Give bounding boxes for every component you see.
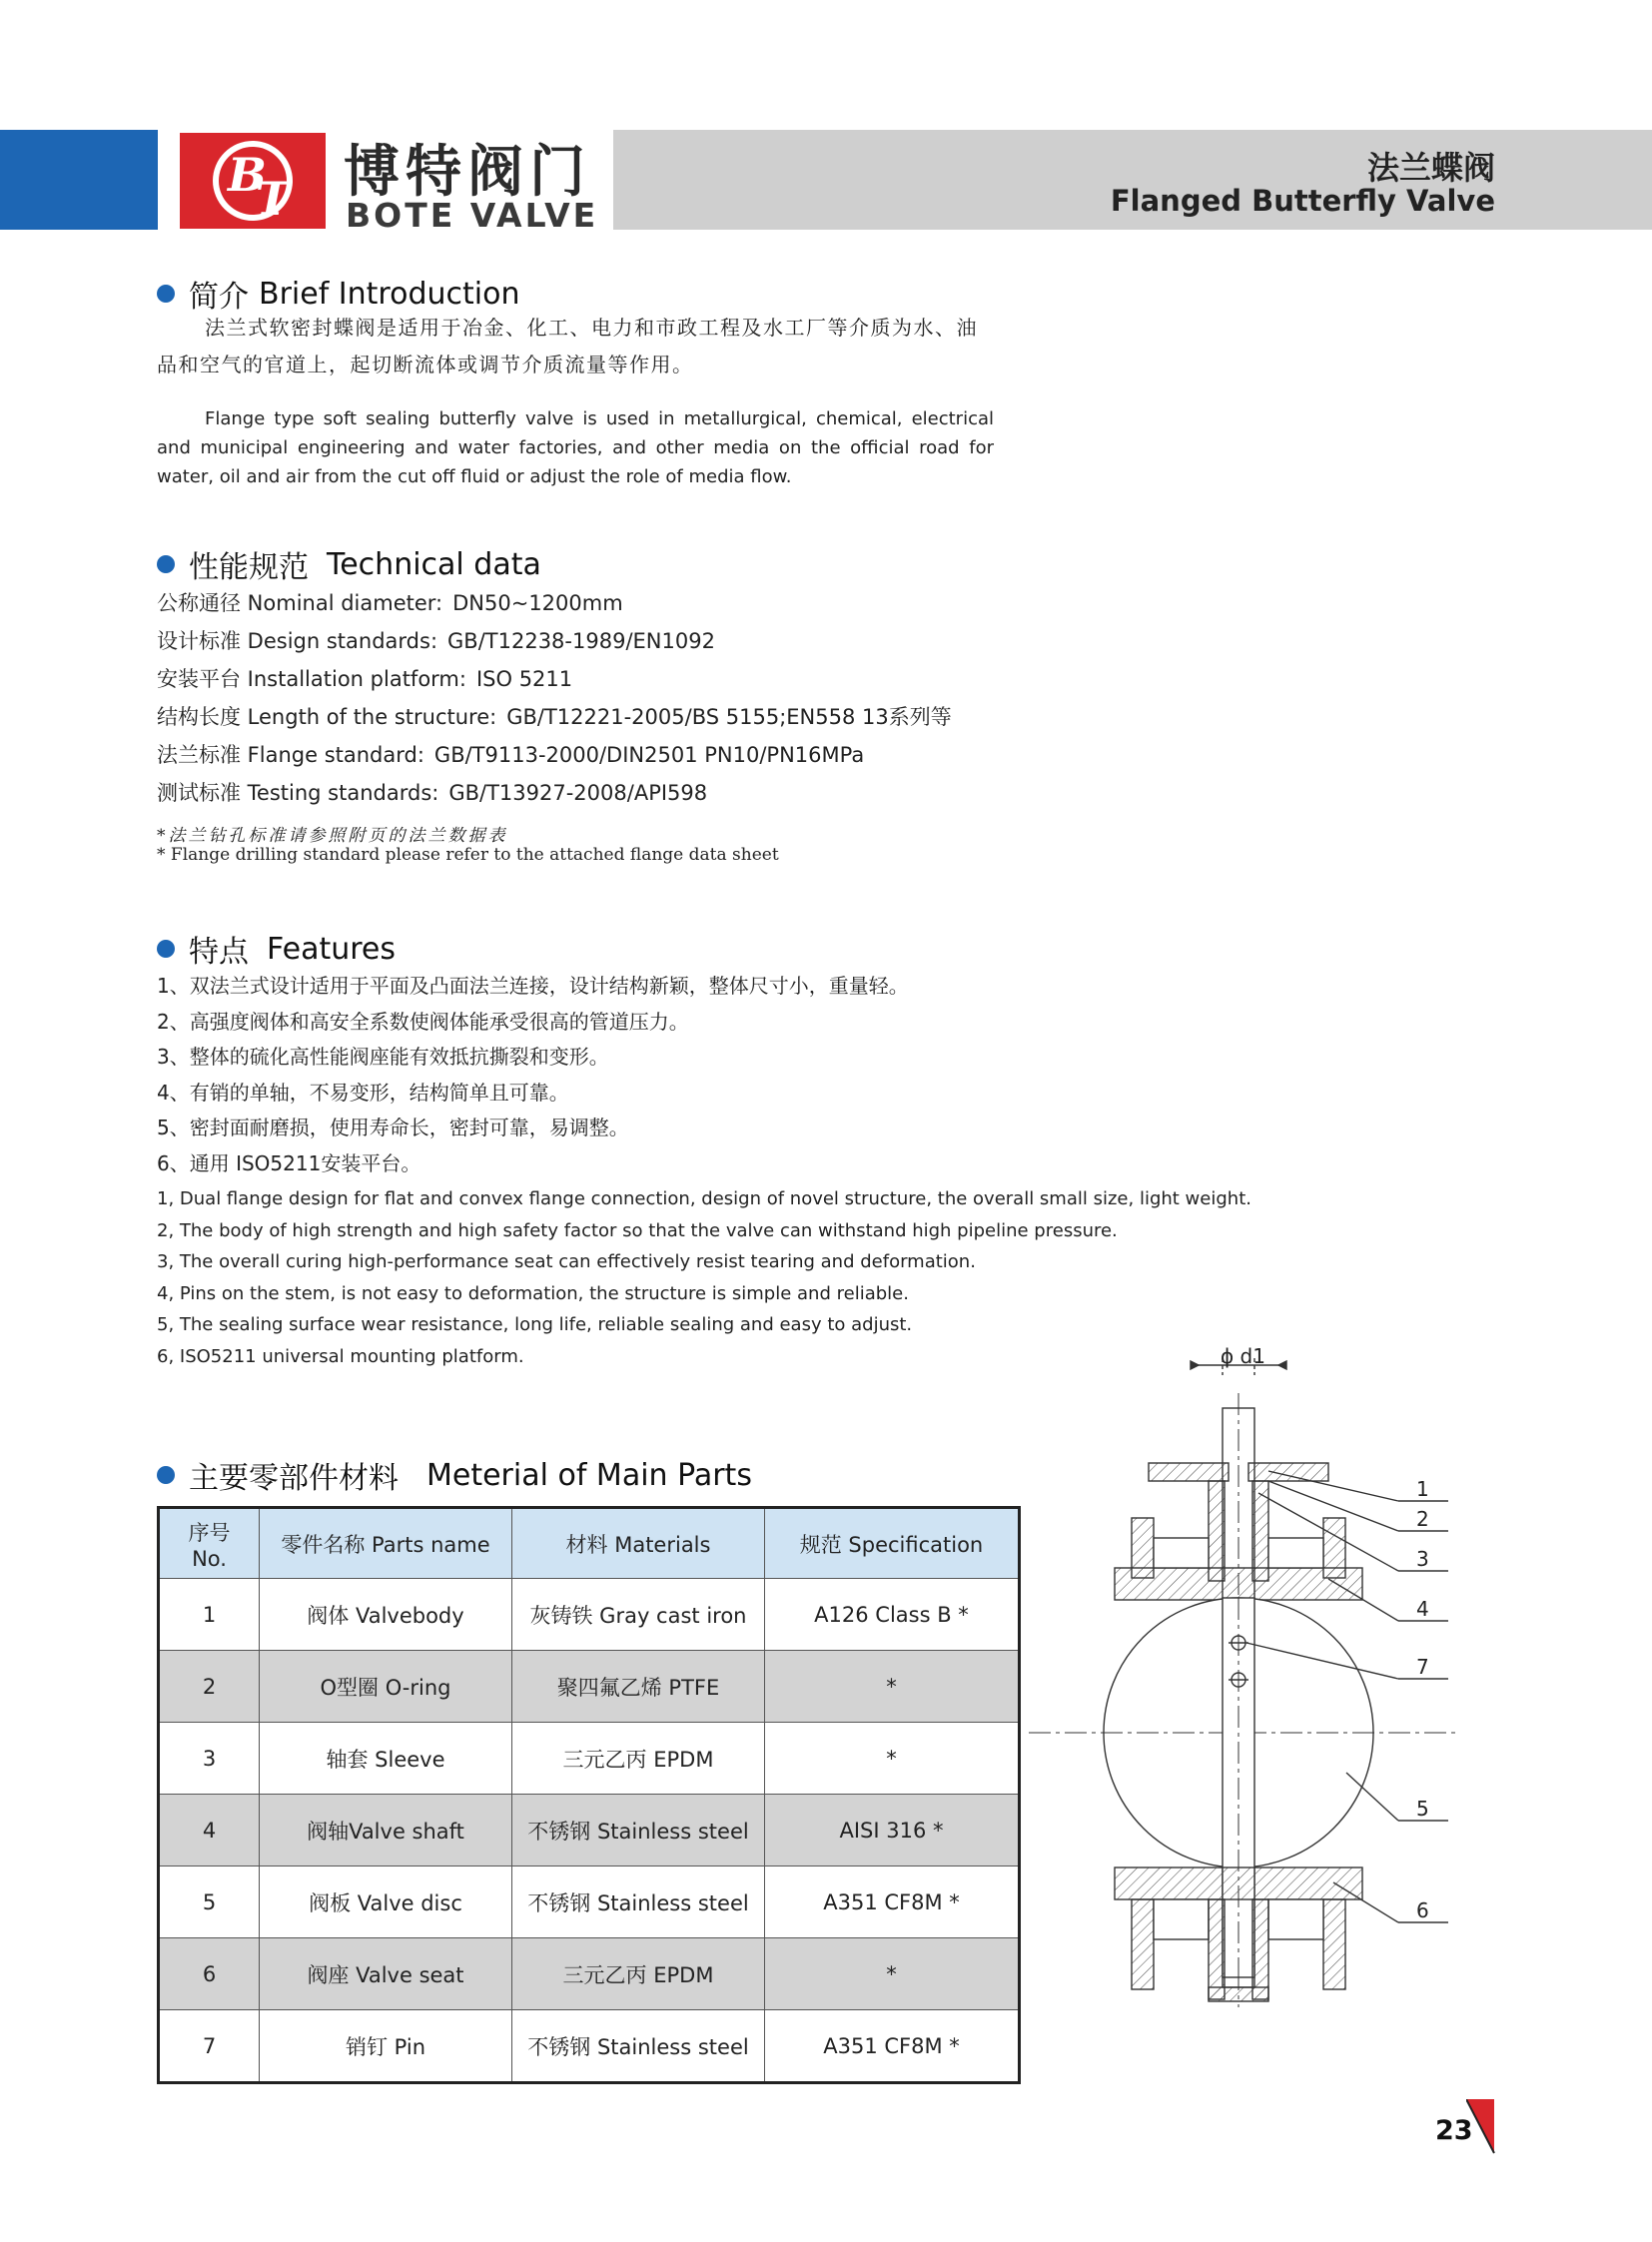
svg-text:T: T bbox=[256, 172, 291, 226]
bt-logo-icon bbox=[180, 133, 326, 229]
cell-no: 2 bbox=[159, 1651, 260, 1723]
tech-line-design: 设计标准 Design standards: GB/T12238-1989/EN1092 bbox=[157, 629, 715, 653]
callout-5: 5 bbox=[1416, 1797, 1429, 1821]
cell-name: 轴套 Sleeve bbox=[260, 1723, 512, 1795]
tech-line-length: 结构长度 Length of the structure: GB/T12221-2005/BS 5155;EN558 13系列等 bbox=[157, 705, 952, 729]
page-corner-icon bbox=[1466, 2099, 1496, 2155]
cell-spec: A351 CF8M * bbox=[765, 2010, 1020, 2083]
table-row bbox=[159, 1938, 1020, 2010]
feature-item-cn: 4、有销的单轴，不易变形，结构简单且可靠。 bbox=[157, 1080, 569, 1105]
cell-no: 3 bbox=[159, 1723, 260, 1795]
flange-note-cn: *法兰钻孔标准请参照附页的法兰数据表 bbox=[157, 826, 508, 846]
tech-line-diameter: 公称通径 Nominal diameter: DN50~1200mm bbox=[157, 591, 623, 615]
cell-no: 1 bbox=[159, 1579, 260, 1651]
table-row bbox=[159, 1723, 1020, 1795]
cell-material: 灰铸铁 Gray cast iron bbox=[512, 1579, 765, 1651]
cell-material: 不锈钢 Stainless steel bbox=[512, 1867, 765, 1938]
features-heading-cn: 特点 bbox=[189, 935, 249, 970]
cell-name: 阀体 Valvebody bbox=[260, 1579, 512, 1651]
valve-section-diagram bbox=[1029, 1343, 1488, 2022]
cell-material: 三元乙丙 EPDM bbox=[512, 1938, 765, 2010]
callout-4: 4 bbox=[1416, 1597, 1429, 1621]
parts-heading-en: Meterial of Main Parts bbox=[426, 1457, 752, 1493]
cell-no: 6 bbox=[159, 1938, 260, 2010]
cell-material: 不锈钢 Stainless steel bbox=[512, 1795, 765, 1867]
cell-name: 阀轴Valve shaft bbox=[260, 1795, 512, 1867]
features-heading bbox=[157, 927, 396, 971]
cell-spec: * bbox=[765, 1938, 1020, 2010]
header-blue-block bbox=[0, 130, 158, 230]
cell-no: 7 bbox=[159, 2010, 260, 2083]
cell-no: 5 bbox=[159, 1867, 260, 1938]
cell-no: 4 bbox=[159, 1795, 260, 1867]
tech-line-platform: 安装平台 Installation platform: ISO 5211 bbox=[157, 667, 573, 691]
page-number: 23 bbox=[1435, 2115, 1473, 2146]
brand-name-cn: 博特阀门 bbox=[344, 140, 591, 205]
cell-material: 不锈钢 Stainless steel bbox=[512, 2010, 765, 2083]
callout-3: 3 bbox=[1416, 1547, 1429, 1571]
brand-logo bbox=[180, 133, 326, 229]
intro-text-en: Flange type soft sealing butterfly valve is used in metallurgical, chemical, electrical and municipal engineering and water factories, and other media on the official road for water, oil and air from the cut off fluid or adjust the role of media flow. bbox=[157, 408, 994, 487]
cell-spec: AISI 316 * bbox=[765, 1795, 1020, 1867]
flange-note-en: * Flange drilling standard please refer to the attached flange data sheet bbox=[157, 845, 779, 865]
col-header-no: 序号 No. bbox=[159, 1508, 260, 1579]
cell-spec: A126 Class B * bbox=[765, 1579, 1020, 1651]
bullet-dot-icon bbox=[157, 1466, 175, 1484]
cell-material: 三元乙丙 EPDM bbox=[512, 1723, 765, 1795]
parts-heading bbox=[157, 1453, 752, 1497]
feature-item-en: 6, ISO5211 universal mounting platform. bbox=[157, 1345, 524, 1367]
page-title-cn: 法兰蝶阀 bbox=[1366, 149, 1495, 187]
callout-1: 1 bbox=[1416, 1477, 1429, 1501]
intro-heading-cn: 简介 bbox=[189, 280, 249, 315]
page-title-en: Flanged Butterfly Valve bbox=[1110, 184, 1495, 218]
svg-text:B: B bbox=[228, 148, 267, 202]
intro-text-cn: 法兰式软密封蝶阀是适用于冶金、化工、电力和市政工程及水工厂等介质为水、油品和空气的官道上，起切断流体或调节介质流量等作用。 bbox=[157, 316, 978, 376]
feature-item-en: 5, The sealing surface wear resistance, long life, reliable sealing and easy to adjust. bbox=[157, 1314, 913, 1335]
brand-name-en: BOTE VALVE bbox=[346, 196, 599, 235]
col-header-material: 材料 Materials bbox=[512, 1508, 765, 1579]
intro-heading-en: Brief Introduction bbox=[259, 276, 520, 312]
bullet-dot-icon bbox=[157, 285, 175, 303]
feature-item-en: 1, Dual flange design for flat and convex flange connection, design of novel structure, the overall small size, light weight. bbox=[157, 1188, 1251, 1209]
feature-item-cn: 6、通用 ISO5211安装平台。 bbox=[157, 1150, 421, 1175]
dim-d1-label: ϕ d1 bbox=[1221, 1344, 1265, 1368]
cell-spec: A351 CF8M * bbox=[765, 1867, 1020, 1938]
col-header-name: 零件名称 Parts name bbox=[260, 1508, 512, 1579]
callout-7: 7 bbox=[1416, 1655, 1429, 1679]
cell-spec: * bbox=[765, 1723, 1020, 1795]
cell-name: 阀座 Valve seat bbox=[260, 1938, 512, 2010]
feature-item-cn: 3、整体的硫化高性能阀座能有效抵抗撕裂和变形。 bbox=[157, 1045, 609, 1069]
table-row bbox=[159, 1795, 1020, 1867]
cell-material: 聚四氟乙烯 PTFE bbox=[512, 1651, 765, 1723]
table-row bbox=[159, 1867, 1020, 1938]
bullet-dot-icon bbox=[157, 555, 175, 573]
technical-heading-cn: 性能规范 bbox=[189, 550, 309, 585]
table-header-row bbox=[159, 1508, 1020, 1579]
parts-table bbox=[157, 1506, 1021, 2084]
technical-list bbox=[157, 584, 952, 812]
feature-item-en: 4, Pins on the stem, is not easy to deformation, the structure is simple and reliable. bbox=[157, 1282, 909, 1304]
cell-name: 阀板 Valve disc bbox=[260, 1867, 512, 1938]
tech-line-flange: 法兰标准 Flange standard: GB/T9113-2000/DIN2501 PN10/PN16MPa bbox=[157, 743, 865, 767]
cell-name: O型圈 O-ring bbox=[260, 1651, 512, 1723]
feature-item-cn: 2、高强度阀体和高安全系数使阀体能承受很高的管道压力。 bbox=[157, 1009, 689, 1034]
feature-item-en: 2, The body of high strength and high safety factor so that the valve can withstand high pipeline pressure. bbox=[157, 1219, 1118, 1241]
technical-heading-en: Technical data bbox=[327, 546, 541, 582]
cell-name: 销钉 Pin bbox=[260, 2010, 512, 2083]
tech-line-testing: 测试标准 Testing standards: GB/T13927-2008/API598 bbox=[157, 781, 708, 805]
technical-heading bbox=[157, 542, 541, 586]
table-row bbox=[159, 1651, 1020, 1723]
callout-2: 2 bbox=[1416, 1507, 1429, 1531]
col-header-spec: 规范 Specification bbox=[765, 1508, 1020, 1579]
parts-heading-cn: 主要零部件材料 bbox=[189, 1461, 399, 1496]
feature-item-en: 3, The overall curing high-performance seat can effectively resist tearing and deformation. bbox=[157, 1251, 976, 1272]
bullet-dot-icon bbox=[157, 940, 175, 958]
table-row bbox=[159, 1579, 1020, 1651]
features-list-cn bbox=[157, 969, 909, 1181]
table-row bbox=[159, 2010, 1020, 2083]
feature-item-cn: 5、密封面耐磨损，使用寿命长，密封可靠，易调整。 bbox=[157, 1116, 629, 1139]
feature-item-cn: 1、双法兰式设计适用于平面及凸面法兰连接，设计结构新颖，整体尺寸小，重量轻。 bbox=[157, 974, 909, 998]
cell-spec: * bbox=[765, 1651, 1020, 1723]
callout-6: 6 bbox=[1416, 1898, 1429, 1922]
features-heading-en: Features bbox=[267, 931, 396, 967]
